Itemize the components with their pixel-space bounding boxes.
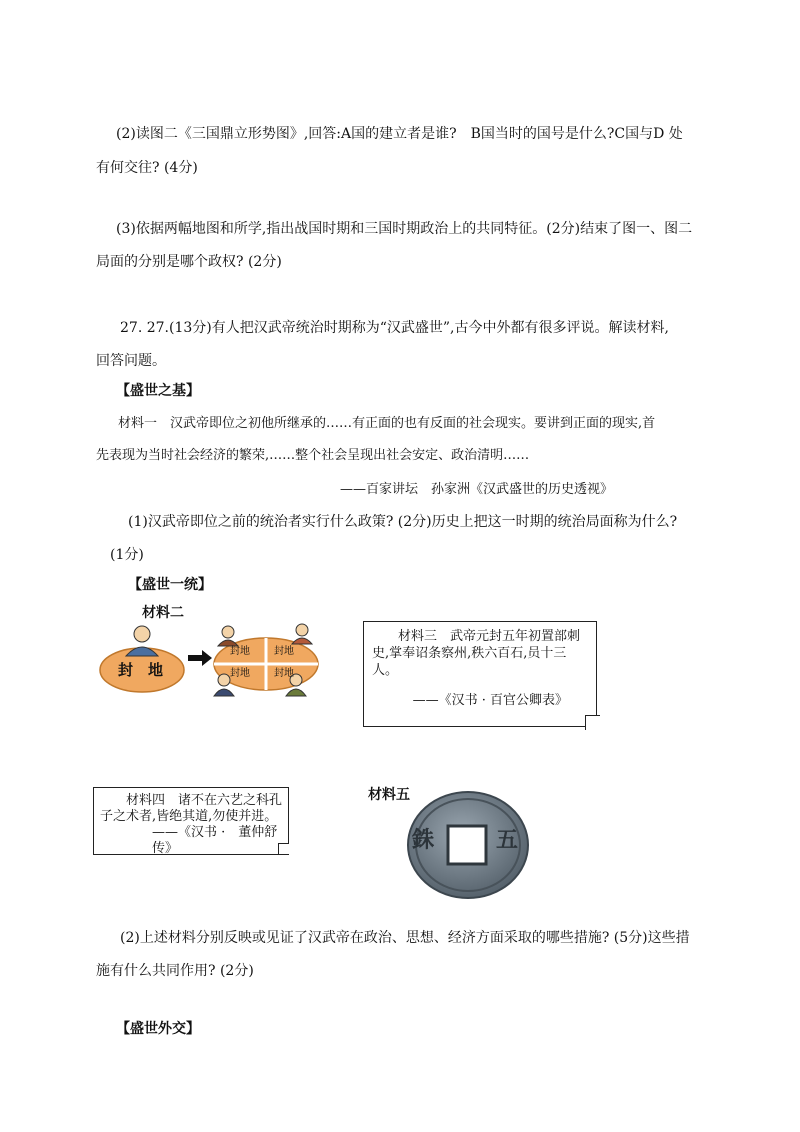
material-3-box [363, 621, 597, 727]
material-4-box [93, 787, 289, 855]
section-foundation-heading: 【盛世之基】 [116, 383, 200, 399]
material-4-source: ——《汉书 · 董仲舒传》 [152, 825, 278, 856]
question-2-line1: (2)读图二《三国鼎立形势图》,回答:A国的建立者是谁? B国当时的国号是什么?C国与D 处 [116, 126, 683, 142]
fief-small-label: 封地 [230, 668, 250, 679]
subquestion-2-line1: (2)上述材料分别反映或见证了汉武帝在政治、思想、经济方面采取的哪些措施? (5分)这些措 [120, 930, 690, 946]
material-2-label: 材料二 [142, 605, 184, 621]
material-1-line2: 先表现为当时社会经济的繁荣,……整个社会呈现出社会安定、政治清明…… [96, 448, 530, 463]
page-curl-decoration [278, 843, 289, 854]
material-1-source: ——百家讲坛 孙家洲《汉武盛世的历史透视》 [340, 482, 614, 497]
material-4-text: 材料四 诸不在六艺之科孔子之术者,皆绝其道,勿使并进。 [100, 793, 283, 824]
question-3-line2: 局面的分别是哪个政权? (2分) [96, 254, 282, 270]
section-unity-heading: 【盛世一统】 [128, 577, 212, 593]
question-27-line1: 27. 27.(13分)有人把汉武帝统治时期称为“汉武盛世”,古今中外都有很多评说。解读材料, [120, 320, 669, 336]
page-curl-decoration [585, 715, 600, 730]
subquestion-1-line2: (1分) [110, 547, 144, 563]
material-1-line1: 材料一 汉武帝即位之初他所继承的……有正面的也有反面的社会现实。要讲到正面的现实,首 [118, 416, 656, 431]
subquestion-1-line1: (1)汉武帝即位之前的统治者实行什么政策? (2分)历史上把这一时期的统治局面称为什么? [128, 514, 678, 530]
fief-small-label: 封地 [274, 646, 294, 657]
section-diplomacy-heading: 【盛世外交】 [116, 1021, 200, 1037]
fief-diagram [96, 618, 336, 698]
wuzhu-coin-image [406, 790, 530, 900]
material-3-source: ——《汉书 · 百官公卿表》 [412, 693, 568, 708]
fief-big-label: 封 地 [118, 661, 164, 679]
coin-character-right: 五 [496, 827, 519, 853]
fief-small-label: 封地 [274, 668, 294, 679]
material-5-label: 材料五 [368, 787, 410, 803]
material-3-text: 材料三 武帝元封五年初置部刺史,掌奉诏条察州,秩六百石,员十三人。 [372, 629, 581, 678]
subquestion-2-line2: 施有什么共同作用? (2分) [96, 963, 254, 979]
coin-character-left: 銖 [412, 827, 435, 853]
question-3-line1: (3)依据两幅地图和所学,指出战国时期和三国时期政治上的共同特征。(2分)结束了图一、图二 [116, 221, 693, 237]
question-2-line2: 有何交往? (4分) [96, 160, 198, 176]
question-27-line2: 回答问题。 [96, 353, 166, 369]
fief-small-label: 封地 [230, 646, 250, 657]
